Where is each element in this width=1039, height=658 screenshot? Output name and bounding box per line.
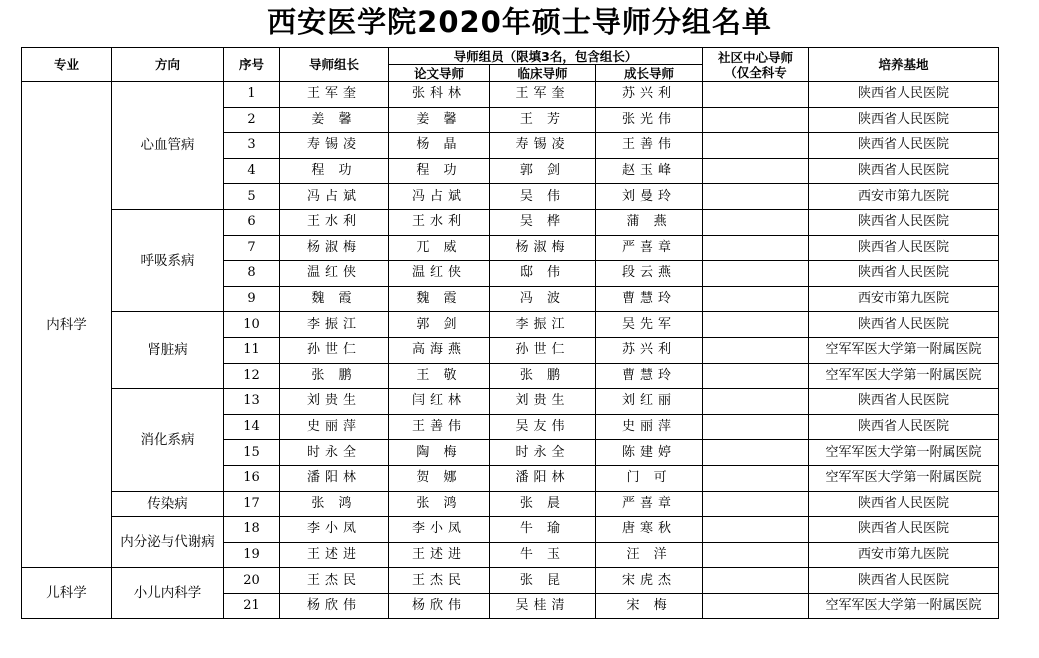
table-row xyxy=(22,517,999,543)
thesis-mentor-cell: 张科林 xyxy=(389,82,490,108)
table-row xyxy=(22,568,999,594)
thesis-mentor-cell: 冯占斌 xyxy=(389,184,490,210)
leader-cell: 李小凤 xyxy=(280,517,389,543)
clinical-mentor-cell: 李振江 xyxy=(490,312,596,338)
community-mentor-cell xyxy=(703,184,809,210)
header-clinical: 临床导师 xyxy=(490,65,596,82)
seq-cell: 15 xyxy=(224,440,280,466)
growth-mentor-cell: 刘曼玲 xyxy=(596,184,703,210)
clinical-mentor-cell: 牛 瑜 xyxy=(490,517,596,543)
leader-cell: 孙世仁 xyxy=(280,337,389,363)
seq-cell: 16 xyxy=(224,465,280,491)
clinical-mentor-cell: 张 昆 xyxy=(490,568,596,594)
base-cell: 陕西省人民医院 xyxy=(809,389,999,415)
table-row xyxy=(22,491,999,517)
thesis-mentor-cell: 高海燕 xyxy=(389,337,490,363)
seq-cell: 20 xyxy=(224,568,280,594)
leader-cell: 张 鸿 xyxy=(280,491,389,517)
leader-cell: 张 鹏 xyxy=(280,363,389,389)
clinical-mentor-cell: 寿锡凌 xyxy=(490,133,596,159)
clinical-mentor-cell: 吴友伟 xyxy=(490,414,596,440)
leader-cell: 温红侠 xyxy=(280,261,389,287)
community-mentor-cell xyxy=(703,82,809,108)
clinical-mentor-cell: 吴 伟 xyxy=(490,184,596,210)
growth-mentor-cell: 段云燕 xyxy=(596,261,703,287)
leader-cell: 魏 霞 xyxy=(280,286,389,312)
base-cell: 陕西省人民医院 xyxy=(809,568,999,594)
mentor-table xyxy=(21,47,999,619)
clinical-mentor-cell: 王军奎 xyxy=(490,82,596,108)
community-mentor-cell xyxy=(703,465,809,491)
leader-cell: 程 功 xyxy=(280,158,389,184)
direction-cell: 肾脏病 xyxy=(112,312,224,389)
base-cell: 空军军医大学第一附属医院 xyxy=(809,593,999,619)
header-direction: 方向 xyxy=(112,48,224,82)
base-cell: 西安市第九医院 xyxy=(809,286,999,312)
seq-cell: 13 xyxy=(224,389,280,415)
clinical-mentor-cell: 张 鹏 xyxy=(490,363,596,389)
community-mentor-cell xyxy=(703,593,809,619)
leader-cell: 冯占斌 xyxy=(280,184,389,210)
clinical-mentor-cell: 王 芳 xyxy=(490,107,596,133)
header-leader: 导师组长 xyxy=(280,48,389,82)
thesis-mentor-cell: 王述进 xyxy=(389,542,490,568)
thesis-mentor-cell: 王 敬 xyxy=(389,363,490,389)
seq-cell: 14 xyxy=(224,414,280,440)
community-mentor-cell xyxy=(703,389,809,415)
header-community xyxy=(703,48,809,82)
direction-cell: 传染病 xyxy=(112,491,224,517)
community-mentor-cell xyxy=(703,363,809,389)
seq-cell: 6 xyxy=(224,209,280,235)
base-cell: 陕西省人民医院 xyxy=(809,312,999,338)
thesis-mentor-cell: 杨 晶 xyxy=(389,133,490,159)
seq-cell: 10 xyxy=(224,312,280,338)
community-mentor-cell xyxy=(703,568,809,594)
community-mentor-cell xyxy=(703,414,809,440)
base-cell: 西安市第九医院 xyxy=(809,184,999,210)
base-cell: 空军军医大学第一附属医院 xyxy=(809,363,999,389)
growth-mentor-cell: 苏兴利 xyxy=(596,337,703,363)
clinical-mentor-cell: 冯 波 xyxy=(490,286,596,312)
community-mentor-cell xyxy=(703,107,809,133)
community-mentor-cell xyxy=(703,517,809,543)
header-seq: 序号 xyxy=(224,48,280,82)
seq-cell: 21 xyxy=(224,593,280,619)
thesis-mentor-cell: 程 功 xyxy=(389,158,490,184)
clinical-mentor-cell: 邸 伟 xyxy=(490,261,596,287)
leader-cell: 王军奎 xyxy=(280,82,389,108)
base-cell: 陕西省人民医院 xyxy=(809,261,999,287)
major-cell: 儿科学 xyxy=(22,568,112,619)
clinical-mentor-cell: 刘贵生 xyxy=(490,389,596,415)
growth-mentor-cell: 赵玉峰 xyxy=(596,158,703,184)
base-cell: 陕西省人民医院 xyxy=(809,517,999,543)
header-community-line1: 社区中心导师 xyxy=(718,49,794,65)
table-row xyxy=(22,82,999,108)
seq-cell: 9 xyxy=(224,286,280,312)
seq-cell: 4 xyxy=(224,158,280,184)
major-cell: 内科学 xyxy=(22,82,112,568)
base-cell: 陕西省人民医院 xyxy=(809,235,999,261)
growth-mentor-cell: 蒲 燕 xyxy=(596,209,703,235)
leader-cell: 姜 馨 xyxy=(280,107,389,133)
table-row xyxy=(22,389,999,415)
seq-cell: 17 xyxy=(224,491,280,517)
page-title: 西安医学院2020年硕士导师分组名单 xyxy=(267,5,772,39)
community-mentor-cell xyxy=(703,542,809,568)
direction-cell: 内分泌与代谢病 xyxy=(112,517,224,568)
clinical-mentor-cell: 杨淑梅 xyxy=(490,235,596,261)
leader-cell: 杨淑梅 xyxy=(280,235,389,261)
leader-cell: 王水利 xyxy=(280,209,389,235)
growth-mentor-cell: 史丽萍 xyxy=(596,414,703,440)
community-mentor-cell xyxy=(703,337,809,363)
seq-cell: 1 xyxy=(224,82,280,108)
growth-mentor-cell: 宋虎杰 xyxy=(596,568,703,594)
clinical-mentor-cell: 潘阳林 xyxy=(490,465,596,491)
clinical-mentor-cell: 牛 玉 xyxy=(490,542,596,568)
thesis-mentor-cell: 张 鸿 xyxy=(389,491,490,517)
seq-cell: 18 xyxy=(224,517,280,543)
thesis-mentor-cell: 陶 梅 xyxy=(389,440,490,466)
growth-mentor-cell: 严喜章 xyxy=(596,235,703,261)
seq-cell: 12 xyxy=(224,363,280,389)
thesis-mentor-cell: 杨欣伟 xyxy=(389,593,490,619)
thesis-mentor-cell: 温红侠 xyxy=(389,261,490,287)
leader-cell: 刘贵生 xyxy=(280,389,389,415)
leader-cell: 王杰民 xyxy=(280,568,389,594)
header-members-group: 导师组员（限填3名，包含组长） xyxy=(389,48,703,65)
leader-cell: 李振江 xyxy=(280,312,389,338)
seq-cell: 8 xyxy=(224,261,280,287)
community-mentor-cell xyxy=(703,235,809,261)
seq-cell: 7 xyxy=(224,235,280,261)
leader-cell: 史丽萍 xyxy=(280,414,389,440)
thesis-mentor-cell: 姜 馨 xyxy=(389,107,490,133)
growth-mentor-cell: 王善伟 xyxy=(596,133,703,159)
growth-mentor-cell: 汪 洋 xyxy=(596,542,703,568)
thesis-mentor-cell: 魏 霞 xyxy=(389,286,490,312)
direction-cell: 呼吸系病 xyxy=(112,209,224,311)
base-cell: 陕西省人民医院 xyxy=(809,209,999,235)
community-mentor-cell xyxy=(703,491,809,517)
community-mentor-cell xyxy=(703,440,809,466)
leader-cell: 杨欣伟 xyxy=(280,593,389,619)
growth-mentor-cell: 刘红丽 xyxy=(596,389,703,415)
header-community-line2: （仅全科专 xyxy=(724,64,787,80)
direction-cell: 消化系病 xyxy=(112,389,224,491)
growth-mentor-cell: 张光伟 xyxy=(596,107,703,133)
thesis-mentor-cell: 王杰民 xyxy=(389,568,490,594)
base-cell: 陕西省人民医院 xyxy=(809,491,999,517)
leader-cell: 时永全 xyxy=(280,440,389,466)
growth-mentor-cell: 苏兴利 xyxy=(596,82,703,108)
thesis-mentor-cell: 王善伟 xyxy=(389,414,490,440)
clinical-mentor-cell: 时永全 xyxy=(490,440,596,466)
seq-cell: 11 xyxy=(224,337,280,363)
growth-mentor-cell: 陈建婷 xyxy=(596,440,703,466)
base-cell: 陕西省人民医院 xyxy=(809,107,999,133)
growth-mentor-cell: 曹慧玲 xyxy=(596,363,703,389)
clinical-mentor-cell: 吴 桦 xyxy=(490,209,596,235)
leader-cell: 王述进 xyxy=(280,542,389,568)
base-cell: 陕西省人民医院 xyxy=(809,158,999,184)
seq-cell: 2 xyxy=(224,107,280,133)
direction-cell: 心血管病 xyxy=(112,82,224,210)
thesis-mentor-cell: 兀 威 xyxy=(389,235,490,261)
base-cell: 西安市第九医院 xyxy=(809,542,999,568)
community-mentor-cell xyxy=(703,312,809,338)
community-mentor-cell xyxy=(703,158,809,184)
direction-cell: 小儿内科学 xyxy=(112,568,224,619)
seq-cell: 19 xyxy=(224,542,280,568)
seq-cell: 5 xyxy=(224,184,280,210)
community-mentor-cell xyxy=(703,133,809,159)
base-cell: 空军军医大学第一附属医院 xyxy=(809,465,999,491)
community-mentor-cell xyxy=(703,286,809,312)
base-cell: 陕西省人民医院 xyxy=(809,414,999,440)
thesis-mentor-cell: 李小凤 xyxy=(389,517,490,543)
leader-cell: 寿锡凌 xyxy=(280,133,389,159)
thesis-mentor-cell: 郭 剑 xyxy=(389,312,490,338)
growth-mentor-cell: 宋 梅 xyxy=(596,593,703,619)
thesis-mentor-cell: 王水利 xyxy=(389,209,490,235)
community-mentor-cell xyxy=(703,261,809,287)
growth-mentor-cell: 严喜章 xyxy=(596,491,703,517)
base-cell: 陕西省人民医院 xyxy=(809,133,999,159)
clinical-mentor-cell: 郭 剑 xyxy=(490,158,596,184)
clinical-mentor-cell: 张 晨 xyxy=(490,491,596,517)
table-row xyxy=(22,312,999,338)
base-cell: 空军军医大学第一附属医院 xyxy=(809,337,999,363)
base-cell: 空军军医大学第一附属医院 xyxy=(809,440,999,466)
community-mentor-cell xyxy=(703,209,809,235)
table-row xyxy=(22,209,999,235)
seq-cell: 3 xyxy=(224,133,280,159)
leader-cell: 潘阳林 xyxy=(280,465,389,491)
growth-mentor-cell: 曹慧玲 xyxy=(596,286,703,312)
header-major: 专业 xyxy=(22,48,112,82)
header-base: 培养基地 xyxy=(809,48,999,82)
clinical-mentor-cell: 吴桂清 xyxy=(490,593,596,619)
growth-mentor-cell: 门 可 xyxy=(596,465,703,491)
clinical-mentor-cell: 孙世仁 xyxy=(490,337,596,363)
growth-mentor-cell: 唐寒秋 xyxy=(596,517,703,543)
header-thesis: 论文导师 xyxy=(389,65,490,82)
thesis-mentor-cell: 贺 娜 xyxy=(389,465,490,491)
growth-mentor-cell: 吴先军 xyxy=(596,312,703,338)
thesis-mentor-cell: 闫红林 xyxy=(389,389,490,415)
header-growth: 成长导师 xyxy=(596,65,703,82)
base-cell: 陕西省人民医院 xyxy=(809,82,999,108)
